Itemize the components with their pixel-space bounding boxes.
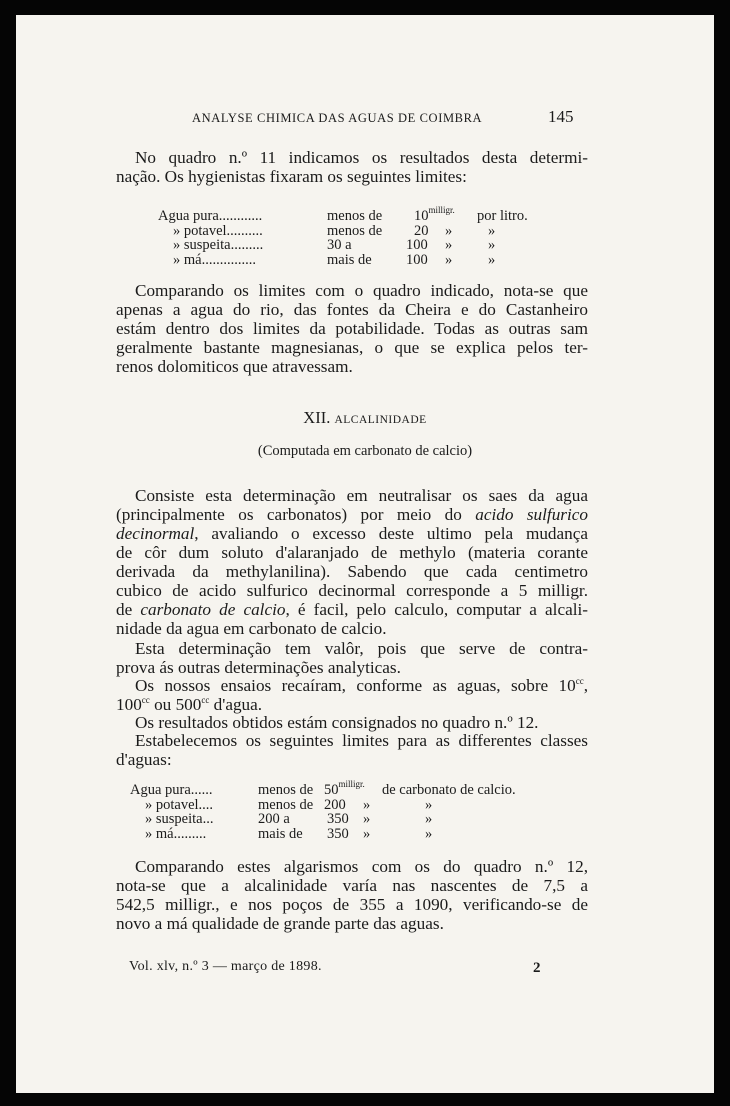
- comparison-paragraph-2: Comparando estes algarismos com os do quadro n.º 12,: [135, 857, 588, 876]
- section-title: ALCALINIDADE: [334, 414, 427, 426]
- magnesia-limits-table: [158, 205, 558, 268]
- classes-paragraph: Estabelecemos os seguintes limites para as differentes classes: [135, 731, 588, 750]
- intro-paragraph: No quadro n.º 11 indicamos os resultados desta determi-: [135, 148, 588, 167]
- volume-footer: Vol. xlv, n.º 3 — março de 1898.: [129, 959, 322, 974]
- limits-row: » suspeita......... 30 a 100 » »: [173, 237, 496, 253]
- limits-row: » má............... mais de 100 » »: [173, 251, 496, 268]
- limits-row: » má......... mais de 350 » »: [145, 825, 433, 842]
- limits-row: Agua pura...... menos de $50^{milligr.}$ de carbonato de calcio.: [130, 779, 516, 798]
- section-heading: [16, 408, 714, 428]
- page-header: [16, 107, 714, 133]
- limits-row: » suspeita... 200 a 350 » »: [145, 811, 433, 827]
- alkalinity-limits-table: [130, 779, 550, 842]
- limits-row: » potavel.......... menos de 20 » »: [173, 222, 496, 239]
- method-paragraph: Consiste esta determinação em neutralisar os saes da agua: [135, 486, 588, 505]
- running-title: ANALYSE CHIMICA DAS AGUAS DE COIMBRA: [192, 111, 483, 125]
- document-page: ANALYSE CHIMICA DAS AGUAS DE COIMBRA 145 No quadro n.º 11 indicamos os resultados desta determi- nação. Os hygienistas fixaram os seguintes limites: Agua pura............ menos de $10^{milligr.}$ por litro. » potavel.......... menos de 20 » » » suspeita......... 30 a 100 » » » má............... mais de 100 » » Comparando os limites com o quadro indicado, nota-se que apenas a agua do rio, das fontes da Cheira e do Castanheiro estám dentro dos limites da potabilidade. Todas as outras sam geralmente bastante magnesianas, o que se explica pelos ter- renos dolomiticos que atravessam. XII. ALCALINIDADE (Computada em carbonato de calcio) Consiste esta determinação em neutralisar os saes da agua (principalmente os carbonatos) por meio do acido sulfurico decinormal, avaliando o excesso deste ultimo pela mudança de côr dum soluto d'alaranjado de methylo (materia corante derivada da methylanilina). Sabendo que cada centimetro cubico de acido sulfurico decinormal corresponde a 5 milligr. de carbonato de calcio, é facil, pelo calculo, computar a alcali- nidade da agua em carbonato de calcio. Esta determinação tem valôr, pois que serve de contra- prova ás outras determinações analyticas. Os nossos ensaios recaíram, conforme as aguas, sobre $10^{cc}$, $100^{cc}$ ou $500^{cc}$ d'agua. Os resultados obtidos estám consignados no quadro n.º 12. Estabelecemos os seguintes limites para as differentes classes d'aguas: Agua pura...... menos de $50^{milligr.}$ de carbonato de calcio. » potavel.... menos de 200 » » » suspeita... 200 a 350 » » » má......... mais de 350 » » Comparando estes algarismos com os do quadro n.º 12, nota-se que a alcalinidade varía nas nascentes de 7,5 a 542,5 milligr., e nos poços de 355 a 1090, verificando-se de novo a má qualidade de grande parte das aguas. Vol. xlv, n.º 3 — março de 1898. 2: [16, 15, 714, 1093]
- results-paragraph: Os resultados obtidos estám consignados no quadro n.º 12.: [135, 713, 539, 732]
- comparison-paragraph: Comparando os limites com o quadro indicado, nota-se que: [135, 281, 588, 300]
- section-subtitle: (Computada em carbonato de calcio): [257, 443, 473, 459]
- limits-row: » potavel.... menos de 200 » »: [145, 796, 433, 813]
- intro-paragraph-end: nação. Os hygienistas fixaram os seguintes limites:: [116, 167, 467, 186]
- section-number: XII.: [303, 408, 331, 427]
- signature-mark: 2: [533, 960, 541, 976]
- value-paragraph: Esta determinação tem valôr, pois que serve de contra-: [135, 639, 588, 658]
- page-number: 145: [548, 107, 574, 126]
- tests-paragraph: Os nossos ensaios recaíram, conforme as aguas, sobre $10^{cc}$,: [135, 676, 588, 695]
- limits-row: Agua pura............ menos de $10^{milligr.}$ por litro.: [158, 205, 528, 224]
